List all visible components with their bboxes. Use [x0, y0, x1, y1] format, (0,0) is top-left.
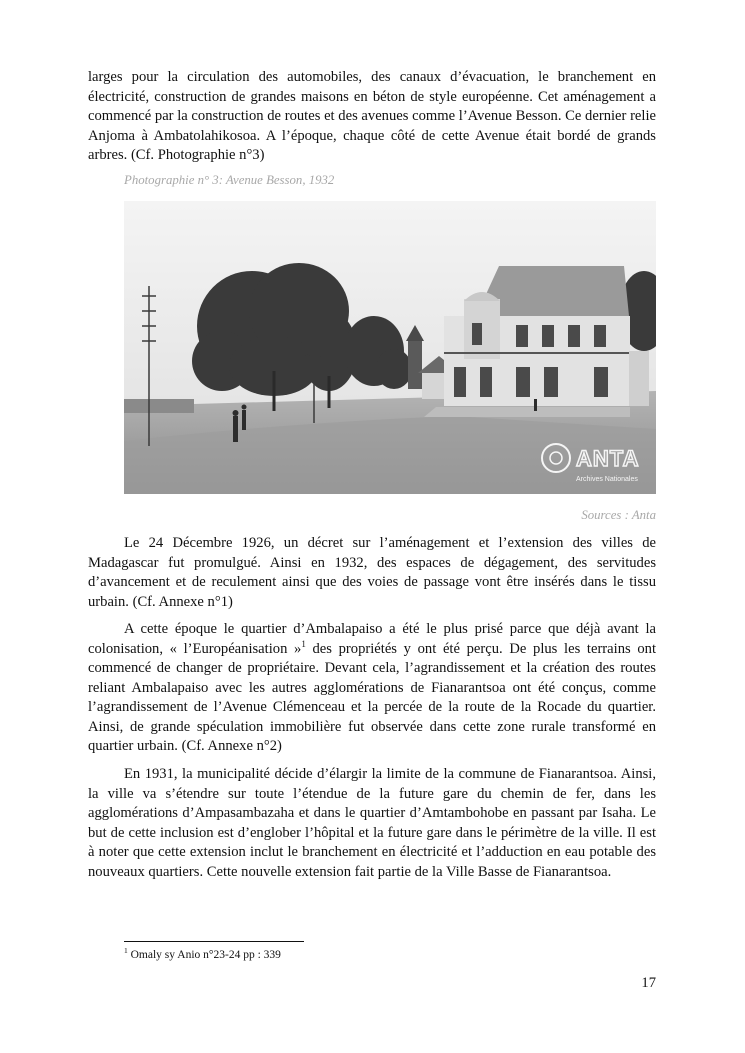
photo-illustration [124, 201, 656, 494]
footnote-separator [124, 941, 304, 942]
paragraph-extension-1931: En 1931, la municipalité décide d’élargir la limite de la commune de Fianarantsoa. Ainsi, la ville va s’étendre sur toute l’étendue de la future gare du chemin de fer, dans les agglomérations d’Ampasambazaha et dans le quartier d’Amtambohobe en passant par Isaha. Le but de cette inclusion est d’englober l’hôpital et la future gare dans le périmètre de la ville. Il est à noter que cette extension inclut le branchement en électricité et l’adduction en eau potable des nouveaux quartiers. Cette nouvelle extension fait partie de la Ville Basse de Fianarantsoa. [88, 766, 656, 880]
paragraph-ambalapaiso-part1: A cette époque le quartier d’Ambalapaiso a été le plus prisé parce que déjà avant la colonisation, « l’Européanisation » [88, 621, 656, 657]
paragraph-ambalapaiso-part2: des propriétés y ont été perçu. De plus les terrains ont commencé de changer de propriétaire. Devant cela, l’agrandissement et la création des routes reliant Ambalapaiso avec les autres agglomérations de Fianarantsoa ont été conçus, comme l’agrandissement de l’Avenue Clémenceau et la percée de la route de la Rocade du quartier. Ainsi, de grande spéculation immobilière fut observée dans cette zone rurale transformé en quartier urbain. (Cf. Annexe n°2) [88, 640, 656, 754]
footnote-marker: 1 [124, 946, 128, 956]
footnote-reference: 1 [301, 638, 306, 649]
watermark-subtitle: Archives Nationales [576, 476, 638, 483]
paragraph-decret-1926: Le 24 Décembre 1926, un décret sur l’aménagement et l’extension des villes de Madagascar fut promulgué. Ainsi en 1932, des espaces de dégagement, des servitudes d’avancement et de reculement ainsi que des voies de passage vont être insérés dans le tissu urbain. (Cf. Annexe n°1) [88, 535, 656, 610]
footnote-text: Omaly sy Anio n°23-24 pp : 339 [127, 949, 281, 961]
photo-caption: Photographie n° 3: Avenue Besson, 1932 [124, 173, 335, 187]
footnote [124, 946, 281, 961]
paragraph-ambalapaiso [88, 620, 656, 757]
page-number: 17 [641, 975, 656, 991]
watermark-logo: ANTA [576, 446, 640, 471]
paragraph-avenue-besson: larges pour la circulation des automobiles, des canaux d’évacuation, le branchement en électricité, construction de grandes maisons en béton de style européenne. Cet aménagement a commencé par la construction de routes et des avenues comme l’Avenue Besson. Ce dernier relie Anjoma à Ambatolahikosoa. A l’époque, chaque côté de cette Avenue était bordé de grands arbres. (Cf. Photographie n°3) [88, 69, 656, 163]
photo-avenue-besson [124, 201, 656, 494]
photo-source: Sources : Anta [581, 508, 656, 522]
